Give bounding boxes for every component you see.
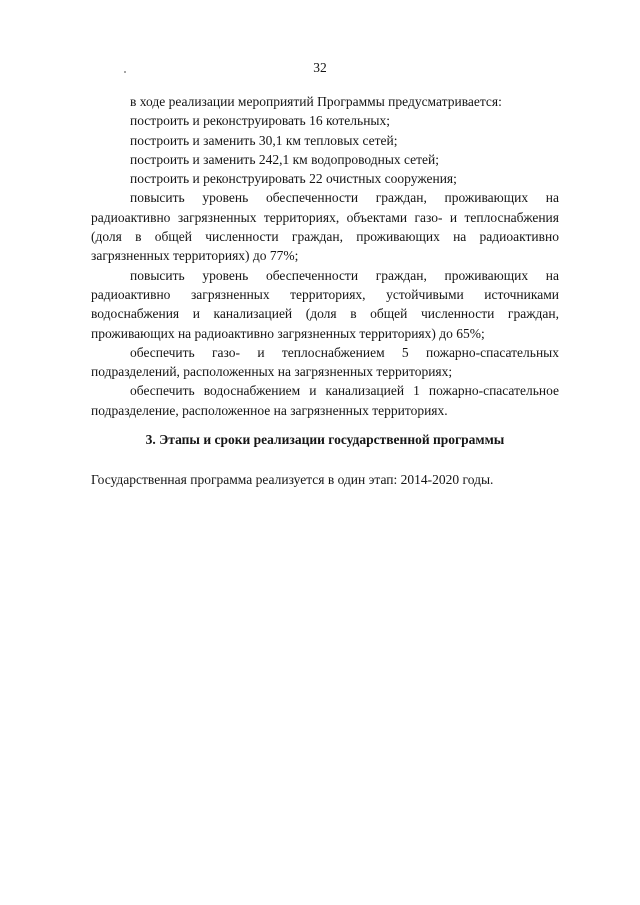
scan-artifact-dot — [124, 71, 126, 73]
page-number: 32 — [313, 60, 327, 75]
paragraph-heat-networks: построить и заменить 30,1 км тепловых сетей; — [130, 132, 398, 148]
paragraph-boilers: построить и реконструировать 16 котельных; — [130, 113, 390, 129]
paragraph-program-stage: Государственная программа реализуется в один этап: 2014-2020 годы. — [91, 472, 494, 487]
paragraph-fire-unit-water: обеспечить водоснабжением и канализацией 1 пожарно-спасательное подразделение, расположенное на загрязненных территориях. — [91, 383, 559, 418]
paragraph-gas-heat-supply: повысить уровень обеспеченности граждан, проживающих на радиоактивно загрязненных территориях, объектами газо- и теплоснабжения (доля в общей численности граждан, проживающих на радиоактивно загрязненных территориях) до 77%; — [91, 190, 559, 264]
section-heading: 3. Этапы и сроки реализации государственной программы — [145, 432, 505, 447]
body-text — [91, 92, 559, 420]
paragraph-intro: в ходе реализации мероприятий Программы предусматривается: — [130, 94, 502, 109]
paragraph-water-supply: повысить уровень обеспеченности граждан, проживающих на радиоактивно загрязненных территориях, устойчивыми источниками водоснабжения и канализацией (доля в общей численности граждан, проживающих на радиоактивно загрязненных территориях) до 65%; — [91, 267, 559, 341]
paragraph-treatment-facilities: построить и реконструировать 22 очистных сооружения; — [130, 171, 457, 187]
paragraph-fire-units-gas: обеспечить газо- и теплоснабжением 5 пожарно-спасательных подразделений, расположенных на загрязненных территориях; — [91, 344, 559, 380]
paragraph-water-networks: построить и заменить 242,1 км водопроводных сетей; — [130, 151, 440, 167]
